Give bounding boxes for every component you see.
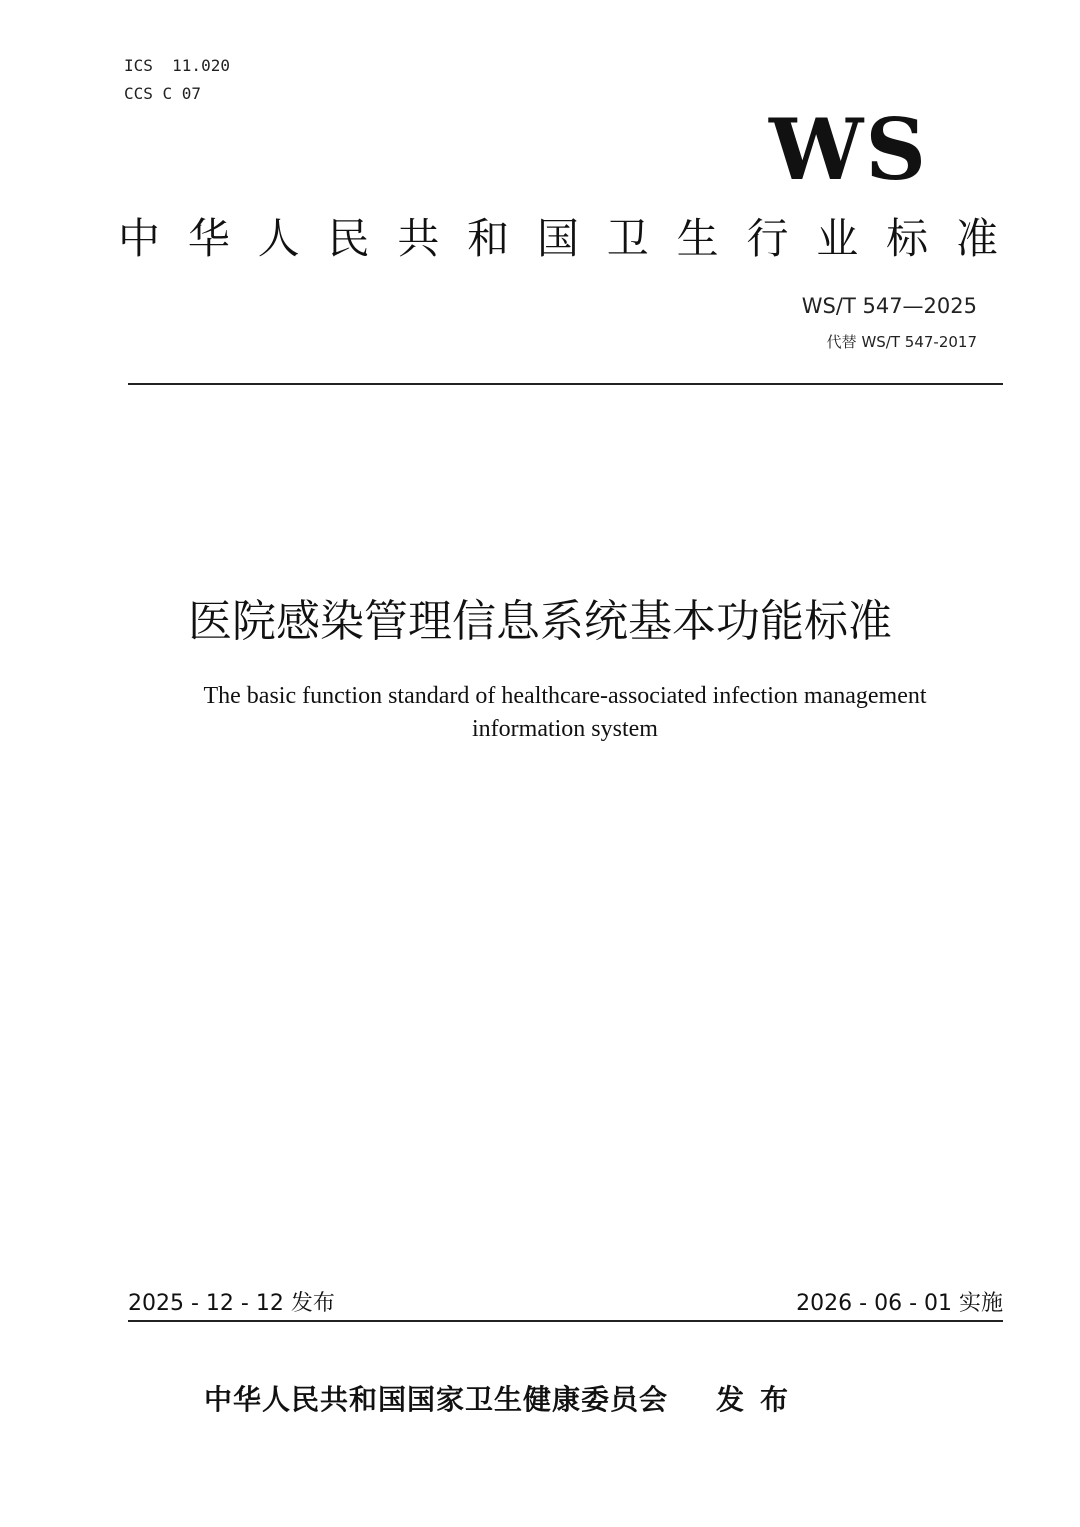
standard-type-char: 中: [118, 214, 161, 263]
ccs-code: CCS C 07: [124, 84, 202, 103]
standard-number: WS/T 547—2025: [801, 294, 977, 318]
standard-type-char: 民: [327, 214, 370, 263]
standard-type-heading: [118, 206, 998, 266]
implement-date: 2026 - 06 - 01 实施: [796, 1291, 1003, 1316]
ws-logo: WS: [769, 100, 928, 199]
standard-type-char: 人: [257, 214, 300, 263]
standard-type-char: 华: [187, 214, 230, 263]
issuer-name: 中华人民共和国国家卫生健康委员会: [204, 1383, 669, 1416]
title-en-line: information system: [472, 716, 658, 742]
standard-type-char: 生: [676, 214, 719, 263]
ics-code: ICS 11.020: [124, 56, 230, 75]
standard-type-char: 共: [397, 214, 440, 263]
document-title-cn: 医院感染管理信息系统基本功能标准: [188, 596, 892, 647]
standard-type-char: 国: [536, 214, 579, 263]
replaces-standard: 代替 WS/T 547-2017: [826, 333, 977, 351]
standard-type-char: 行: [746, 214, 789, 263]
issue-date: 2025 - 12 - 12 发布: [128, 1291, 335, 1316]
standard-type-char: 和: [467, 214, 510, 263]
top-divider: [128, 383, 1003, 385]
issuer-action: 发布: [716, 1383, 805, 1416]
title-en-line: The basic function standard of healthcare-associated infection management: [203, 683, 927, 709]
bottom-divider: [128, 1320, 1003, 1322]
standard-type-char: 业: [816, 214, 859, 263]
standard-type-char: 标: [886, 214, 929, 263]
standard-type-char: 卫: [606, 214, 649, 263]
document-title-en: [140, 680, 990, 746]
classification-block: [124, 52, 230, 108]
issuer-line: [204, 1378, 804, 1418]
standard-type-char: 准: [955, 214, 998, 263]
date-line: [128, 1286, 1003, 1317]
